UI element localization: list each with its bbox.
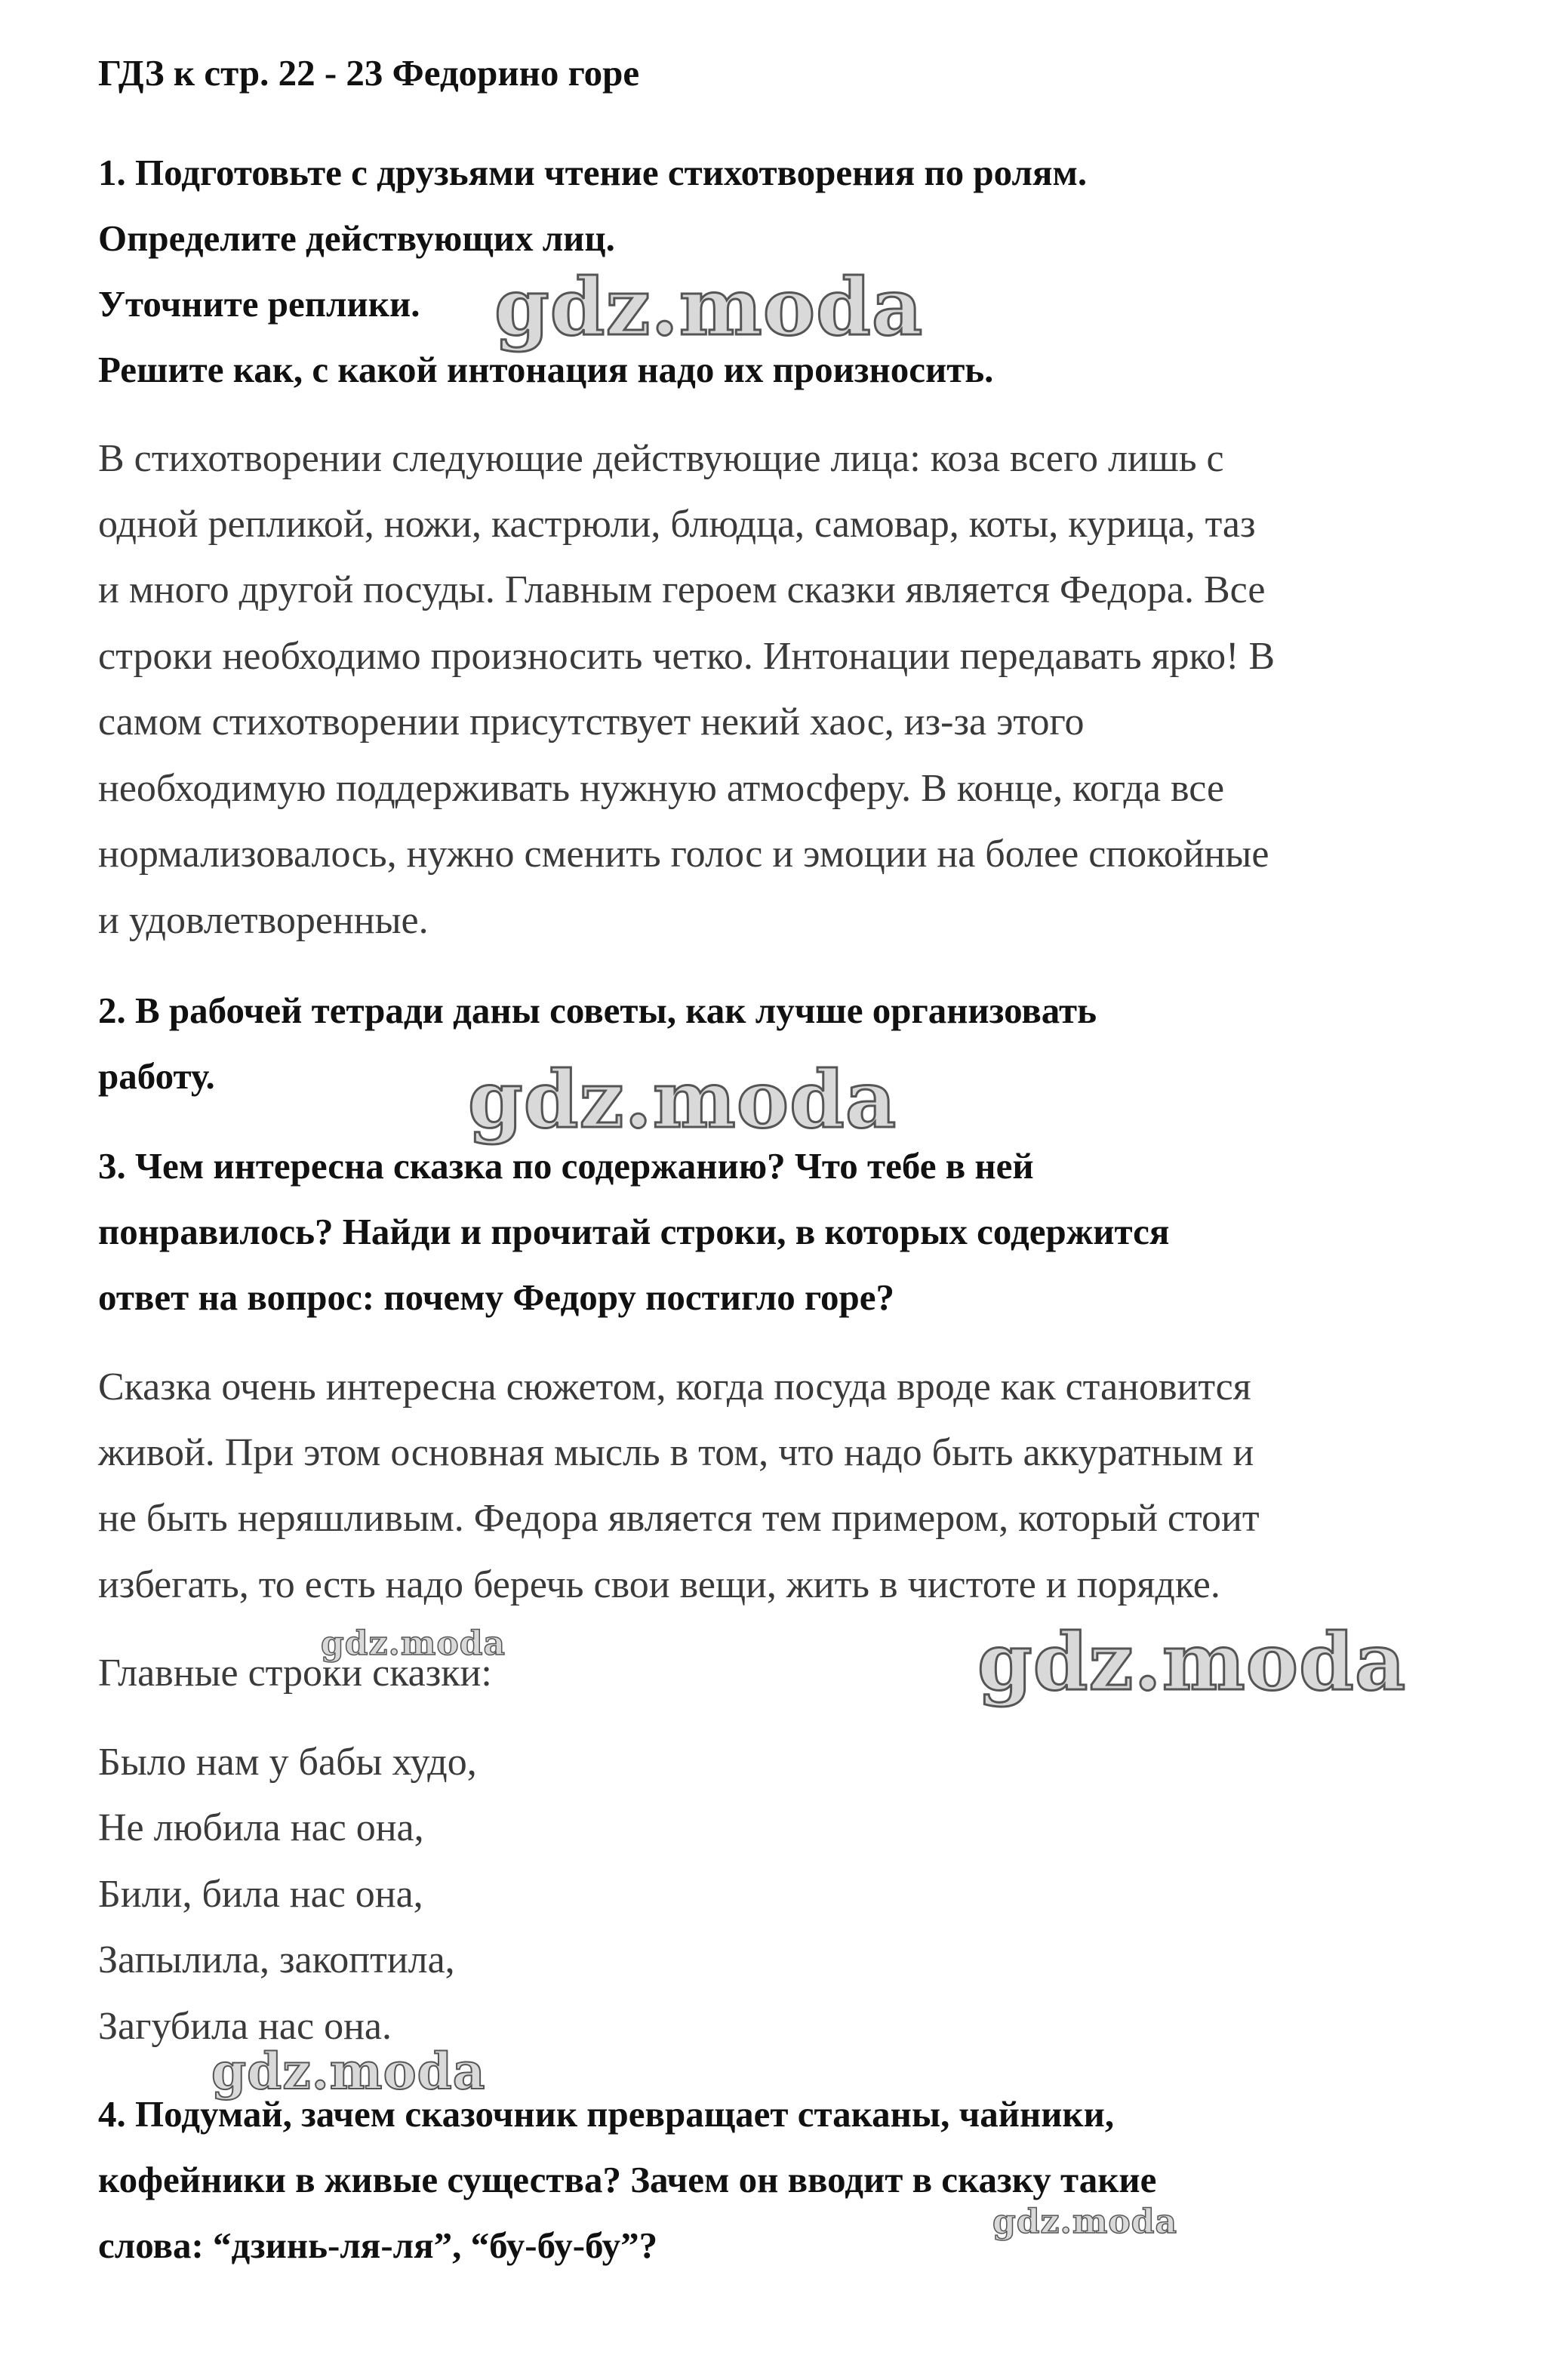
task2-question-line: 2. В рабочей тетради даны советы, как лучше организовать: [98, 990, 1097, 1031]
task4-question-line: слова: “дзинь-ля-ля”, “бу-бу-бу”?: [98, 2225, 658, 2266]
watermark-logo: gdz.moda: [992, 2203, 1178, 2241]
task1-answer-line: необходимую поддерживать нужную атмосферу. В конце, когда все: [98, 767, 1225, 810]
task1-question-line: Уточните реплики.: [98, 283, 420, 325]
task1-question-line: 1. Подготовьте с друзьями чтение стихотворения по ролям.: [98, 152, 1088, 193]
poem-line: Не любила нас она,: [98, 1806, 424, 1849]
task2-question-line: работу.: [98, 1055, 215, 1097]
task4-question-line: кофейники в живые существа? Зачем он вводит в сказку такие: [98, 2159, 1157, 2200]
task1-answer-line: самом стихотворении присутствует некий хаос, из-за этого: [98, 700, 1085, 744]
poem-line: Били, била нас она,: [98, 1873, 423, 1916]
task1-answer-line: В стихотворении следующие действующие лица: коза всего лишь с: [98, 437, 1224, 480]
task3-question-line: 3. Чем интересна сказка по содержанию? Что тебе в ней: [98, 1145, 1034, 1187]
watermark-logo: gdz.moda: [468, 1053, 897, 1146]
task1-question-line: Определите действующих лиц.: [98, 217, 615, 259]
task1-answer-line: нормализовалось, нужно сменить голос и эмоции на более спокойные: [98, 833, 1269, 876]
poem-line: Запылила, закоптила,: [98, 1938, 455, 1981]
task1-answer-line: строки необходимо произносить четко. Интонации передавать ярко! В: [98, 635, 1276, 678]
task3-question-line: понравилось? Найди и прочитай строки, в которых содержится: [98, 1211, 1170, 1252]
task4-question-line: 4. Подумай, зачем сказочник превращает стаканы, чайники,: [98, 2093, 1115, 2135]
task3-answer-line: живой. При этом основная мысль в том, что надо быть аккуратным и: [98, 1431, 1254, 1474]
main-lines-label: Главные строки сказки:: [98, 1652, 492, 1695]
task1-answer-line: и удовлетворенные.: [98, 899, 429, 942]
task1-answer-line: одной репликой, ножи, кастрюли, блюдца, самовар, коты, курица, таз: [98, 503, 1256, 546]
task3-answer-line: избегать, то есть надо беречь свои вещи, жить в чистоте и порядке.: [98, 1563, 1220, 1606]
task3-question-line: ответ на вопрос: почему Федору постигло горе?: [98, 1276, 894, 1318]
task3-answer-line: Сказка очень интересна сюжетом, когда посуда вроде как становится: [98, 1365, 1251, 1409]
task1-question-line: Решите как, с какой интонация надо их произносить.: [98, 349, 994, 390]
watermark-logo: gdz.moda: [494, 260, 924, 353]
page-title: ГДЗ к стр. 22 - 23 Федорино горе: [98, 52, 640, 94]
poem-line: Было нам у бабы худо,: [98, 1741, 477, 1784]
watermark-logo: gdz.moda: [211, 2042, 486, 2101]
watermark-logo: gdz.moda: [321, 1624, 506, 1663]
watermark-logo: gdz.moda: [977, 1615, 1407, 1708]
poem-line: Загубила нас она.: [98, 2005, 392, 2048]
task1-answer-line: и много другой посуды. Главным героем сказки является Федора. Все: [98, 568, 1266, 611]
task3-answer-line: не быть неряшливым. Федора является тем примером, который стоит: [98, 1497, 1260, 1540]
